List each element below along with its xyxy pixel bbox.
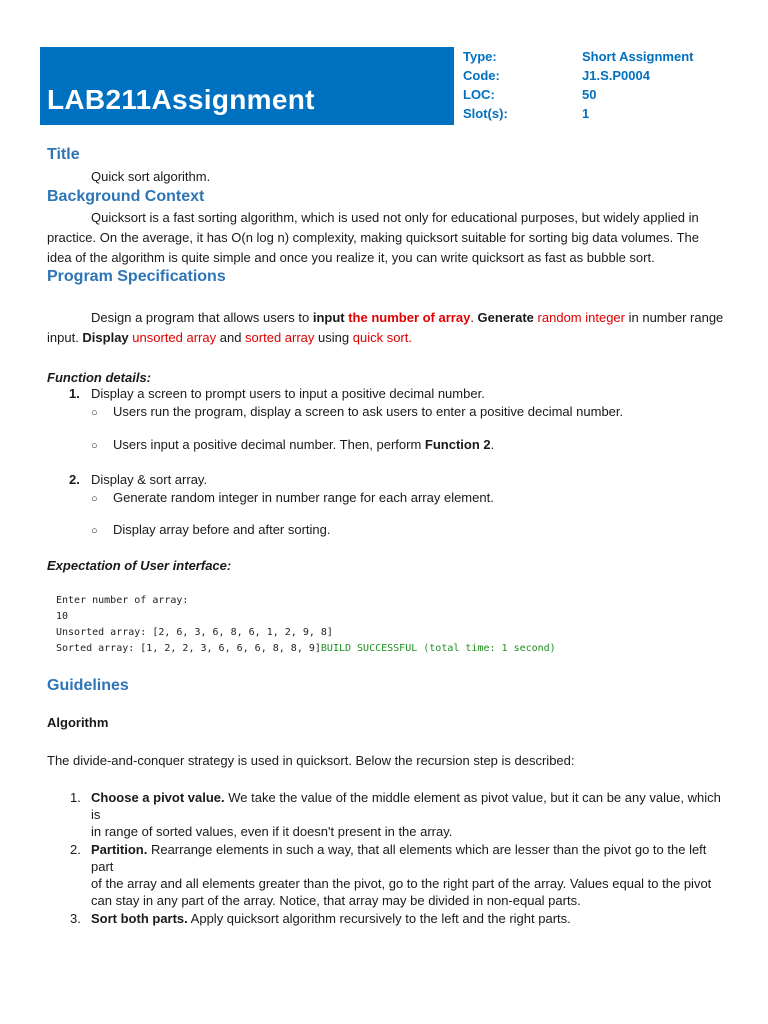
step-number: 3. [70,911,81,926]
meta-key: Slot(s): [463,106,508,121]
function-bullet [91,437,494,452]
bullet-text: Generate random integer in number range for each array element. [113,490,494,505]
spec-sorted-array: sorted array [245,330,315,345]
step-title: Sort both parts. [91,911,188,926]
console-line: Enter number of array: [56,595,189,606]
meta-row-type [463,49,693,68]
spec-heading: Program Specifications [47,268,226,285]
background-text-line1: Quicksort is a fast sorting algorithm, which is used not only for educational purposes, but widely applied in [91,210,699,225]
bullet-text: Users run the program, display a screen to ask users to enter a positive decimal number. [113,404,624,419]
bullet-circle-icon: ○ [91,440,98,452]
step-text: Apply quicksort algorithm recursively to the left and the right parts. [187,911,571,926]
spec-frag: . [470,310,478,325]
spec-number-of-array: the number of array [348,310,471,325]
spec-input-bold: input [312,310,345,325]
title-heading: Title [47,146,80,163]
step-title: Choose a pivot value. [91,790,225,805]
step-line [91,789,728,823]
console-line: 10 [56,611,69,622]
step-text: Rearrange elements in such a way, that all elements which are lesser than the pivot go to the left part [91,842,707,874]
bullet-circle-icon: ○ [91,493,98,505]
spec-unsorted-array: unsorted array [132,330,217,345]
step-number: 1. [70,790,81,805]
step-title: Partition. [91,842,148,857]
step-text: We take the value of the middle element as pivot value, but it can be any value, which is [91,790,721,822]
meta-key: Type: [463,49,497,64]
bullet-bold-text: Function 2 [424,437,491,452]
step-line: of the array and all elements greater than the pivot, go to the right part of the array. Values equal to the pivot [91,876,712,891]
function-text: Display a screen to prompt users to input a positive decimal number. [91,386,485,401]
meta-row-loc [463,87,693,106]
spec-text-line2 [47,328,412,348]
background-text-line2: practice. On the average, it has O(n log n) complexity, making quicksort suitable for sorting big data volumes. The [47,230,699,245]
function-details-label: Function details: [47,370,151,385]
guidelines-heading: Guidelines [47,677,129,694]
spec-generate-bold: Generate [477,310,534,325]
bullet-text: Users input a positive decimal number. Then, perform [113,437,425,452]
algorithm-step [48,841,728,909]
step-line [91,910,728,927]
background-heading: Background Context [47,188,205,205]
spec-frag: using [314,330,353,345]
assignment-title: LAB211Assignment [47,84,315,115]
function-number: 2. [69,472,80,487]
console-line [56,641,556,657]
bullet-text: Display array before and after sorting. [113,522,331,537]
meta-value: 1 [582,106,590,121]
function-text: Display & sort array. [91,472,208,487]
title-text: Quick sort algorithm. [91,169,211,184]
algorithm-step [48,789,728,840]
function-bullet [91,522,331,537]
algorithm-step [48,910,728,927]
ui-expectation-label: Expectation of User interface: [47,558,232,573]
meta-value: 50 [582,87,597,102]
meta-value: J1.S.P0004 [582,68,650,83]
bullet-circle-icon: ○ [91,407,98,419]
step-line [91,841,728,875]
spec-frag: input. [47,330,83,345]
algorithm-label: Algorithm [47,715,109,730]
spec-frag: Design a program that allows users to [91,310,313,325]
console-line: Unsorted array: [2, 6, 3, 6, 8, 6, 1, 2, 9, 8] [56,627,333,638]
step-line: can stay in any part of the array. Notice, that array may be divided in non-equal parts. [91,893,581,908]
spec-frag: in number range [625,310,724,325]
step-line: in range of sorted values, even if it doesn't present in the array. [91,824,453,839]
meta-value: Short Assignment [582,49,694,64]
step-number: 2. [70,842,81,857]
spec-frag: and [216,330,246,345]
meta-row-slots [463,106,693,125]
spec-display-bold: Display [82,330,129,345]
background-text-line3: idea of the algorithm is quite simple and once you realize it, you can write quicksort as fast as bubble sort. [47,250,655,265]
console-sorted-text: Sorted array: [1, 2, 2, 3, 6, 6, 6, 8, 8, 9] [56,643,321,654]
function-bullet [91,490,494,505]
spec-random-integer: random integer [537,310,625,325]
algorithm-intro: The divide-and-conquer strategy is used in quicksort. Below the recursion step is described: [47,753,575,768]
spec-text-line1 [91,308,723,328]
algorithm-steps [48,789,728,928]
console-build-status: BUILD SUCCESSFUL (total time: 1 second) [320,643,556,654]
spec-quick-sort: quick sort. [352,330,412,345]
meta-key: Code: [463,68,500,83]
bullet-text: . [490,437,495,452]
bullet-circle-icon: ○ [91,525,98,537]
assignment-meta [463,49,693,125]
console-output [56,593,556,657]
meta-key: LOC: [463,87,495,102]
meta-row-code [463,68,693,87]
function-bullet [91,404,623,419]
function-number: 1. [69,386,80,401]
